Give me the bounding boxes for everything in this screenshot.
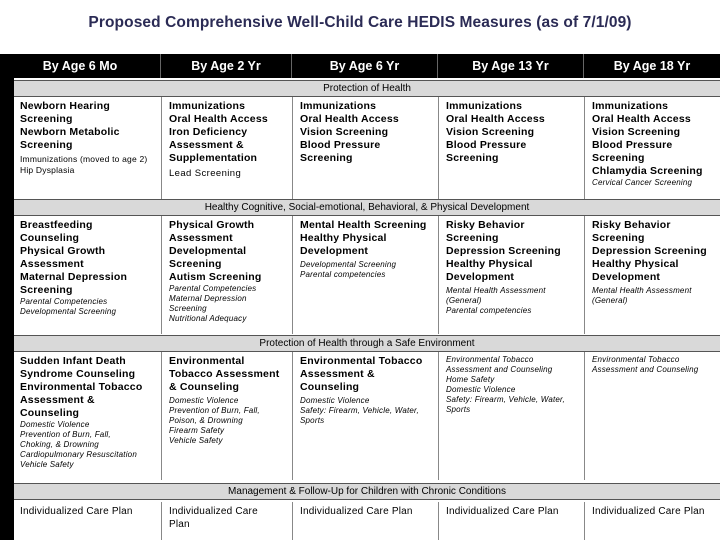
cell-18yr	[584, 216, 720, 334]
measure-note: Hip Dysplasia	[20, 165, 75, 175]
measure-note: Assessment and Counseling	[446, 365, 553, 374]
cell-2yr	[161, 97, 292, 209]
measure-item: Individualized Care Plan	[300, 506, 413, 517]
cell-18yr	[584, 502, 720, 540]
measure-item: Development	[300, 245, 369, 257]
measure-item: Vision Screening	[446, 126, 535, 138]
cell-18yr	[584, 352, 720, 480]
measure-item: Oral Health Access	[446, 113, 545, 125]
measure-item: Individualized Care	[169, 506, 258, 517]
measure-item: Counseling	[20, 232, 80, 244]
measure-item: & Counseling	[169, 381, 240, 393]
measure-note: Sports	[300, 416, 325, 425]
section-band-healthy-development: Healthy Cognitive, Social-emotional, Behavioral, & Physical Development	[14, 199, 720, 216]
cell-13yr	[438, 502, 584, 540]
measure-item: Physical Growth	[169, 219, 255, 231]
column-header-2yr: By Age 2 Yr	[161, 54, 292, 78]
measure-item: Screening	[169, 258, 222, 270]
measure-item: Newborn Metabolic Screening	[20, 126, 120, 151]
column-header-18yr: By Age 18 Yr	[613, 59, 691, 73]
measure-note: Developmental Screening	[20, 307, 117, 316]
section-band-protection-of-health: Protection of Health	[14, 80, 720, 97]
section-row-safe-environment	[14, 352, 720, 480]
measure-item: Assessment	[20, 258, 84, 270]
measure-item: Assessment	[169, 232, 233, 244]
measure-item: Development	[592, 271, 661, 283]
cell-6mo	[14, 502, 161, 540]
measure-item: Development	[446, 271, 515, 283]
measure-note: Environmental Tobacco	[592, 355, 680, 364]
measure-item: Screening	[446, 232, 499, 244]
cell-6yr	[292, 216, 438, 334]
measure-note: Safety: Firearm, Vehicle, Water,	[446, 395, 565, 404]
measure-item: Individualized Care Plan	[592, 506, 705, 517]
measure-item: Screening	[446, 152, 499, 164]
measure-item: Plan	[169, 519, 190, 530]
measure-item: Blood Pressure	[592, 139, 673, 151]
cell-6mo	[14, 352, 161, 480]
cell-6yr	[292, 352, 438, 480]
measure-item: Screening	[592, 232, 645, 244]
measure-item: Screening	[300, 152, 353, 164]
measure-item: Screening	[20, 284, 73, 296]
measure-note: Domestic Violence	[446, 385, 516, 394]
measure-item: Risky Behavior	[446, 219, 525, 231]
cell-6mo	[14, 97, 161, 209]
measure-note: Parental Competencies	[20, 297, 108, 306]
measure-item: Oral Health Access	[300, 113, 399, 125]
measure-item: Immunizations	[300, 100, 377, 112]
measure-item: Blood Pressure	[446, 139, 527, 151]
measure-item: Iron Deficiency Assessment &	[169, 126, 248, 151]
measure-note: Cervical Cancer Screening	[592, 178, 693, 187]
cell-13yr	[438, 97, 584, 209]
measure-item: Environmental Tobacco	[300, 355, 423, 367]
measure-note: (General)	[592, 296, 628, 305]
measure-note: Parental competencies	[446, 306, 532, 315]
measure-item: Healthy Physical	[446, 258, 533, 270]
measure-item: Risky Behavior	[592, 219, 671, 231]
measure-item: Environmental	[169, 355, 245, 367]
measure-note: Environmental Tobacco	[446, 355, 534, 364]
column-header-6yr: By Age 6 Yr	[292, 54, 438, 78]
measure-item: Vision Screening	[300, 126, 389, 138]
cell-6yr	[292, 97, 438, 209]
measures-table	[0, 54, 720, 540]
measure-note: Safety: Firearm, Vehicle, Water,	[300, 406, 419, 415]
age-header-row	[0, 54, 720, 78]
measure-item: Immunizations	[169, 100, 246, 112]
measure-item: Counseling	[300, 381, 360, 393]
column-header-13yr: By Age 13 Yr	[438, 54, 584, 78]
measure-item: Healthy Physical	[300, 232, 387, 244]
measure-item: Individualized Care Plan	[20, 506, 133, 517]
measure-item: Individualized Care Plan	[446, 506, 559, 517]
measure-note: Parental competencies	[300, 270, 386, 279]
measure-item: Newborn Hearing Screening	[20, 100, 110, 125]
measure-note: Sports	[446, 405, 471, 414]
measure-note: Domestic Violence	[300, 396, 370, 405]
measure-item: Sudden Infant Death	[20, 355, 126, 367]
measure-item: Immunizations	[592, 100, 669, 112]
measure-note: Firearm Safety	[169, 426, 225, 435]
measure-note: Mental Health Assessment	[446, 286, 546, 295]
measure-item: Healthy Physical	[592, 258, 679, 270]
left-bar	[0, 78, 14, 540]
cell-18yr	[584, 97, 720, 209]
section-band-chronic-conditions: Management & Follow-Up for Children with Chronic Conditions	[14, 483, 720, 500]
measure-item: Tobacco Assessment	[169, 368, 280, 380]
measure-note: Poison, & Drowning	[169, 416, 243, 425]
measure-item: Physical Growth	[20, 245, 106, 257]
cell-6mo	[14, 216, 161, 334]
column-header-6mo: By Age 6 Mo	[0, 54, 161, 78]
measure-note: Vehicle Safety	[169, 436, 223, 445]
cell-2yr	[161, 502, 292, 540]
measure-note: Prevention of Burn, Fall,	[20, 430, 111, 439]
measure-item: Screening	[592, 152, 645, 164]
section-row-healthy-development	[14, 216, 720, 334]
measure-note: Immunizations (moved to age 2)	[20, 154, 148, 164]
measure-item: Mental Health Screening	[300, 219, 427, 231]
measure-item: Developmental	[169, 245, 247, 257]
measure-note: Nutritional Adequacy	[169, 314, 247, 323]
measure-item: Environmental Tobacco	[20, 381, 143, 393]
measure-note: Assessment and Counseling	[592, 365, 699, 374]
measure-note: Developmental Screening	[300, 260, 397, 269]
measure-item: Depression Screening	[446, 245, 561, 257]
measure-note: Domestic Violence	[20, 420, 90, 429]
measure-note: Home Safety	[446, 375, 495, 384]
cell-6yr	[292, 502, 438, 540]
cell-2yr	[161, 352, 292, 480]
measure-item: Autism Screening	[169, 271, 262, 283]
measure-item: Maternal Depression	[20, 271, 128, 283]
page-title: Proposed Comprehensive Well-Child Care HEDIS Measures (as of 7/1/09)	[88, 14, 632, 31]
measure-item: Depression Screening	[592, 245, 707, 257]
measure-note: Cardiopulmonary Resuscitation	[20, 450, 137, 459]
measure-item: Syndrome Counseling	[20, 368, 136, 380]
measure-note: Domestic Violence	[169, 396, 239, 405]
measure-note: Mental Health Assessment	[592, 286, 692, 295]
measure-item: Oral Health Access	[169, 113, 268, 125]
measure-note: Choking, & Drowning	[20, 440, 99, 449]
measure-item: Counseling	[20, 407, 80, 419]
section-row-chronic-conditions	[14, 502, 720, 540]
section-band-safe-environment: Protection of Health through a Safe Environment	[14, 335, 720, 352]
measure-note: Prevention of Burn, Fall,	[169, 406, 260, 415]
measure-note: Parental Competencies	[169, 284, 257, 293]
measure-note: Screening	[169, 304, 207, 313]
measure-item: Oral Health Access	[592, 113, 691, 125]
measure-item: Assessment &	[300, 368, 375, 380]
cell-2yr	[161, 216, 292, 334]
measure-item: Chlamydia Screening	[592, 165, 703, 177]
measure-note: Maternal Depression	[169, 294, 247, 303]
measure-item: Assessment &	[20, 394, 95, 406]
measure-item: Immunizations	[446, 100, 523, 112]
measure-note: Vehicle Safety	[20, 460, 74, 469]
cell-13yr	[438, 216, 584, 334]
cell-13yr	[438, 352, 584, 480]
section-row-protection-of-health	[14, 97, 720, 209]
measure-item: Breastfeeding	[20, 219, 93, 231]
measure-note: Lead Screening	[169, 168, 242, 179]
measure-item: Supplementation	[169, 152, 258, 164]
measure-item: Blood Pressure	[300, 139, 381, 151]
measure-item: Vision Screening	[592, 126, 681, 138]
measure-note: (General)	[446, 296, 482, 305]
